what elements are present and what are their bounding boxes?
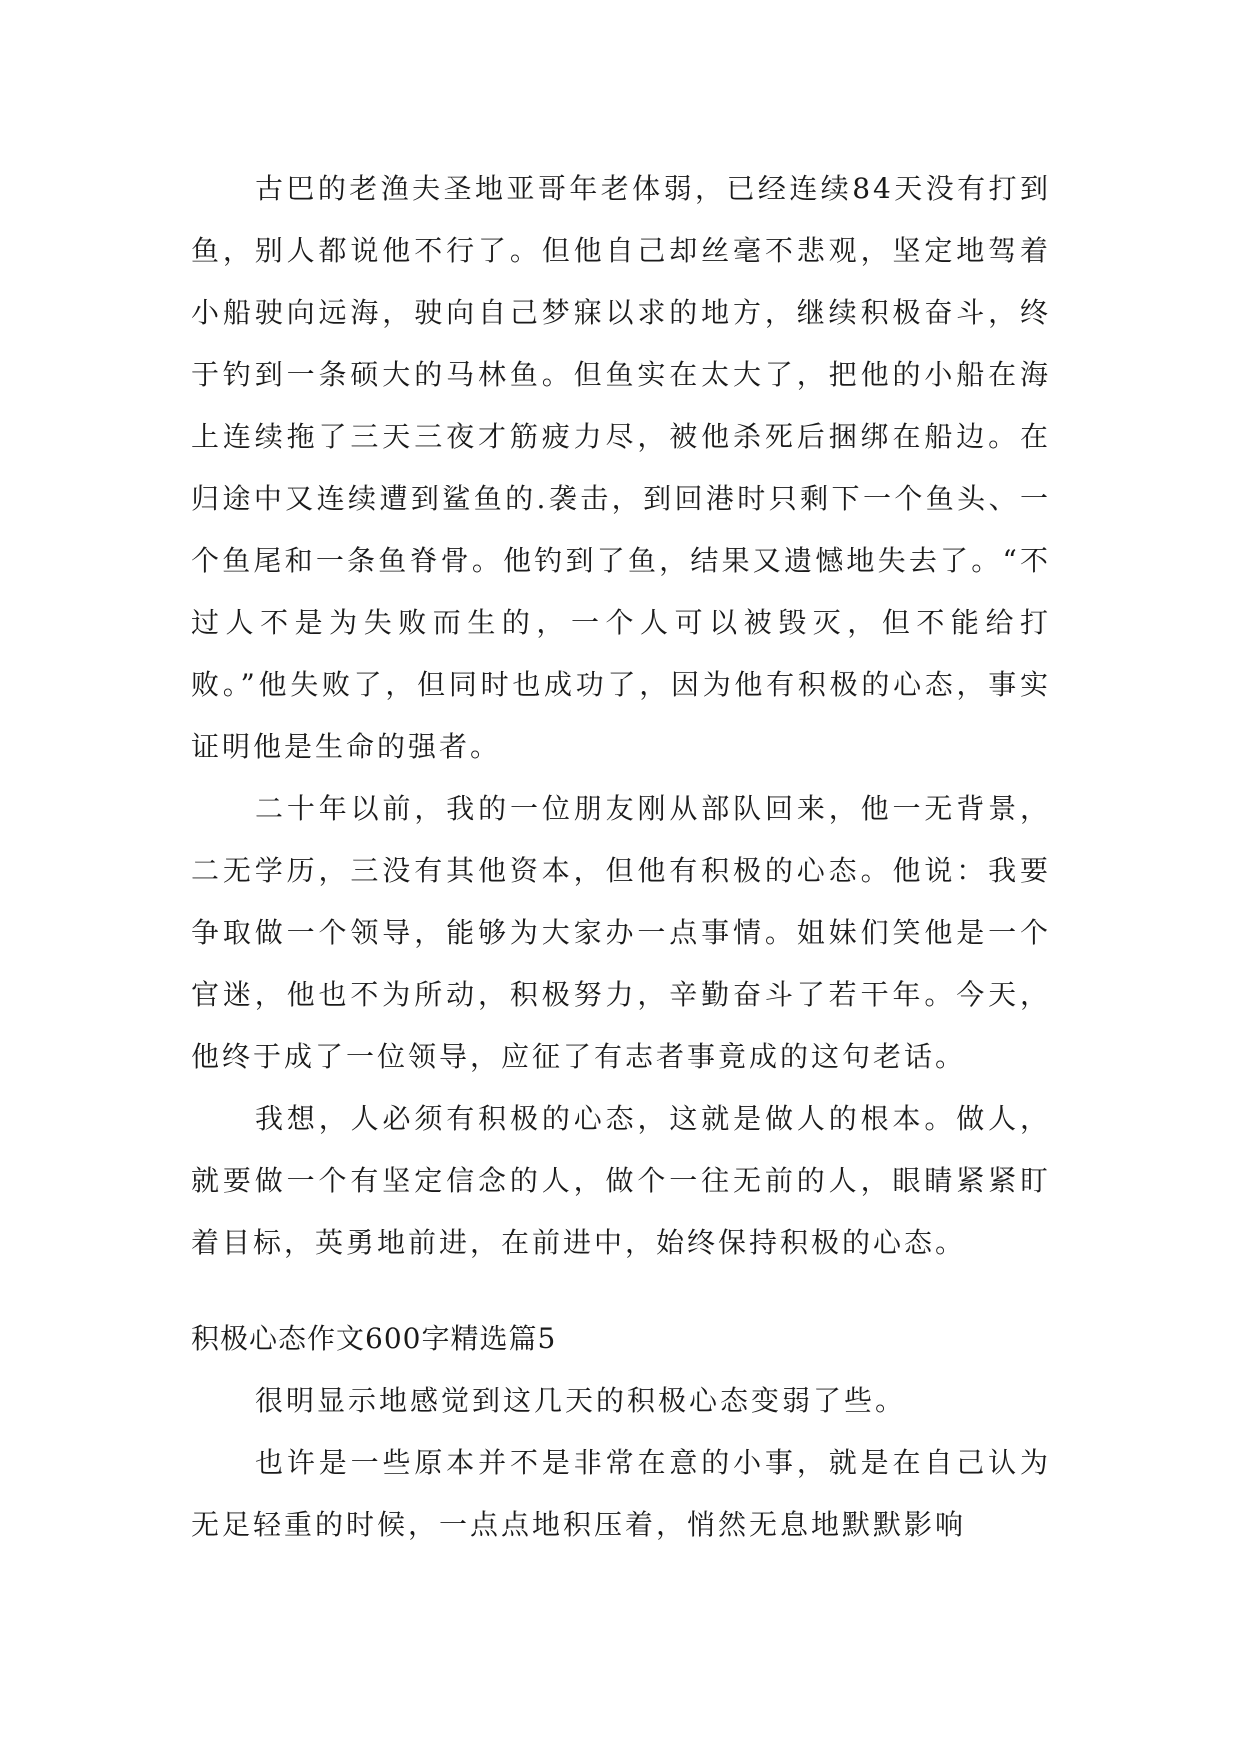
paragraph-conclusion: 我想，人必须有积极的心态，这就是做人的根本。做人，就要做一个有坚定信念的人，做个一往无前的人，眼睛紧紧盯着目标，英勇地前进，在前进中，始终保持积极的心态。	[191, 1102, 1051, 1259]
document-body	[191, 158, 1051, 1556]
paragraph-small-things: 也许是一些原本并不是非常在意的小事，就是在自己认为无足轻重的时候，一点点地积压着，悄然无息地默默影响	[191, 1446, 1051, 1541]
paragraph-friend-story: 二十年以前，我的一位朋友刚从部队回来，他一无背景，二无学历，三没有其他资本，但他有积极的心态。他说：我要争取做一个领导，能够为大家办一点事情。姐妹们笑他是一个官迷，他也不为所动，积极努力，辛勤奋斗了若干年。今天，他终于成了一位领导，应征了有志者事竟成的这句老话。	[191, 792, 1051, 1073]
paragraph-feeling-weaker: 很明显示地感觉到这几天的积极心态变弱了些。	[255, 1384, 907, 1417]
paragraph-old-fisherman: 古巴的老渔夫圣地亚哥年老体弱，已经连续84天没有打到鱼，别人都说他不行了。但他自己却丝毫不悲观，坚定地驾着小船驶向远海，驶向自己梦寐以求的地方，继续积极奋斗，终于钓到一条硕大的马林鱼。但鱼实在太大了，把他的小船在海上连续拖了三天三夜才筋疲力尽，被他杀死后捆绑在船边。在归途中又连续遭到鲨鱼的.袭击，到回港时只剩下一个鱼头、一个鱼尾和一条鱼脊骨。他钓到了鱼，结果又遗憾地失去了。“不过人不是为失败而生的，一个人可以被毁灭，但不能给打败。”他失败了，但同时也成功了，因为他有积极的心态，事实证明他是生命的强者。	[191, 172, 1051, 763]
section-heading: 积极心态作文600字精选篇5	[191, 1322, 557, 1355]
